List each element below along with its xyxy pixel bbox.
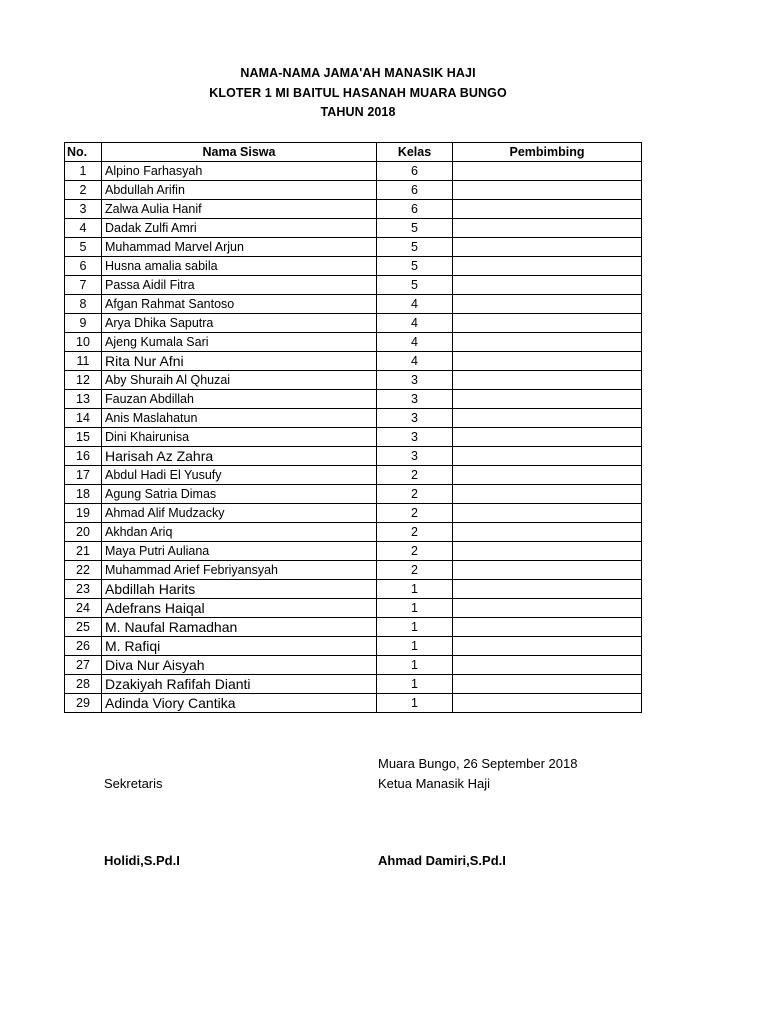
table-row (65, 675, 642, 694)
cell-nama-siswa: Husna amalia sabila (102, 257, 377, 276)
cell-kelas: 2 (377, 485, 453, 504)
cell-no: 17 (65, 466, 102, 485)
cell-pembimbing (453, 447, 642, 466)
chairman-role-label: Ketua Manasik Haji (378, 776, 490, 791)
cell-no: 6 (65, 257, 102, 276)
cell-nama-siswa: Adinda Viory Cantika (102, 694, 377, 713)
cell-pembimbing (453, 333, 642, 352)
cell-kelas: 2 (377, 466, 453, 485)
cell-no: 2 (65, 181, 102, 200)
cell-kelas: 3 (377, 447, 453, 466)
cell-no: 19 (65, 504, 102, 523)
cell-no: 10 (65, 333, 102, 352)
cell-pembimbing (453, 181, 642, 200)
cell-nama-siswa: Afgan Rahmat Santoso (102, 295, 377, 314)
cell-nama-siswa: Diva Nur Aisyah (102, 656, 377, 675)
cell-pembimbing (453, 200, 642, 219)
table-row (65, 656, 642, 675)
cell-pembimbing (453, 390, 642, 409)
cell-pembimbing (453, 295, 642, 314)
cell-nama-siswa: Passa Aidil Fitra (102, 276, 377, 295)
cell-nama-siswa: Akhdan Ariq (102, 523, 377, 542)
cell-no: 12 (65, 371, 102, 390)
table-row (65, 181, 642, 200)
cell-nama-siswa: Adefrans Haiqal (102, 599, 377, 618)
cell-kelas: 6 (377, 162, 453, 181)
cell-kelas: 1 (377, 675, 453, 694)
table-row (65, 599, 642, 618)
cell-pembimbing (453, 580, 642, 599)
cell-no: 28 (65, 675, 102, 694)
cell-nama-siswa: Fauzan Abdillah (102, 390, 377, 409)
cell-nama-siswa: Abdillah Harits (102, 580, 377, 599)
cell-nama-siswa: M. Naufal Ramadhan (102, 618, 377, 637)
cell-no: 14 (65, 409, 102, 428)
table-row (65, 276, 642, 295)
table-row (65, 447, 642, 466)
cell-no: 8 (65, 295, 102, 314)
document-title-line-3: TAHUN 2018 (320, 105, 396, 119)
table-row (65, 390, 642, 409)
table-row (65, 542, 642, 561)
table-row (65, 295, 642, 314)
table-row (65, 238, 642, 257)
cell-pembimbing (453, 618, 642, 637)
cell-pembimbing (453, 428, 642, 447)
cell-nama-siswa: Aby Shuraih Al Qhuzai (102, 371, 377, 390)
cell-kelas: 1 (377, 618, 453, 637)
cell-kelas: 3 (377, 371, 453, 390)
cell-pembimbing (453, 219, 642, 238)
cell-pembimbing (453, 257, 642, 276)
cell-pembimbing (453, 352, 642, 371)
cell-kelas: 2 (377, 542, 453, 561)
cell-kelas: 5 (377, 276, 453, 295)
table-row (65, 523, 642, 542)
cell-no: 9 (65, 314, 102, 333)
cell-nama-siswa: Rita Nur Afni (102, 352, 377, 371)
cell-pembimbing (453, 238, 642, 257)
roster-table (64, 142, 642, 713)
cell-kelas: 3 (377, 390, 453, 409)
column-header-no: No. (65, 143, 102, 162)
cell-no: 18 (65, 485, 102, 504)
table-row (65, 352, 642, 371)
column-header-pembimbing: Pembimbing (453, 143, 642, 162)
cell-nama-siswa: Alpino Farhasyah (102, 162, 377, 181)
table-header-row (65, 143, 642, 162)
cell-no: 21 (65, 542, 102, 561)
cell-no: 16 (65, 447, 102, 466)
cell-nama-siswa: Zalwa Aulia Hanif (102, 200, 377, 219)
cell-no: 15 (65, 428, 102, 447)
place-and-date: Muara Bungo, 26 September 2018 (378, 756, 578, 771)
table-row (65, 580, 642, 599)
cell-kelas: 3 (377, 409, 453, 428)
cell-nama-siswa: Anis Maslahatun (102, 409, 377, 428)
cell-no: 24 (65, 599, 102, 618)
cell-pembimbing (453, 561, 642, 580)
cell-kelas: 5 (377, 219, 453, 238)
table-row (65, 504, 642, 523)
cell-kelas: 3 (377, 428, 453, 447)
cell-nama-siswa: Dini Khairunisa (102, 428, 377, 447)
cell-pembimbing (453, 542, 642, 561)
cell-kelas: 1 (377, 694, 453, 713)
cell-kelas: 1 (377, 599, 453, 618)
table-row (65, 333, 642, 352)
cell-nama-siswa: M. Rafiqi (102, 637, 377, 656)
document-title-line-2: KLOTER 1 MI BAITUL HASANAH MUARA BUNGO (209, 86, 507, 100)
table-row (65, 409, 642, 428)
cell-pembimbing (453, 485, 642, 504)
table-row (65, 618, 642, 637)
cell-nama-siswa: Abdul Hadi El Yusufy (102, 466, 377, 485)
cell-kelas: 2 (377, 504, 453, 523)
table-row (65, 485, 642, 504)
cell-pembimbing (453, 637, 642, 656)
table-row (65, 314, 642, 333)
chairman-name: Ahmad Damiri,S.Pd.I (378, 853, 506, 868)
cell-nama-siswa: Dzakiyah Rafifah Dianti (102, 675, 377, 694)
cell-nama-siswa: Ajeng Kumala Sari (102, 333, 377, 352)
cell-nama-siswa: Harisah Az Zahra (102, 447, 377, 466)
cell-kelas: 4 (377, 333, 453, 352)
cell-kelas: 4 (377, 314, 453, 333)
cell-pembimbing (453, 162, 642, 181)
cell-pembimbing (453, 504, 642, 523)
cell-nama-siswa: Abdullah Arifin (102, 181, 377, 200)
table-row (65, 162, 642, 181)
table-row (65, 694, 642, 713)
table-row (65, 257, 642, 276)
cell-kelas: 5 (377, 238, 453, 257)
cell-kelas: 4 (377, 352, 453, 371)
secretary-role-label: Sekretaris (104, 776, 163, 791)
cell-kelas: 1 (377, 656, 453, 675)
cell-kelas: 1 (377, 580, 453, 599)
cell-no: 1 (65, 162, 102, 181)
cell-pembimbing (453, 656, 642, 675)
cell-pembimbing (453, 523, 642, 542)
cell-kelas: 2 (377, 561, 453, 580)
secretary-name: Holidi,S.Pd.I (104, 853, 180, 868)
cell-no: 7 (65, 276, 102, 295)
cell-pembimbing (453, 675, 642, 694)
cell-no: 22 (65, 561, 102, 580)
cell-nama-siswa: Agung Satria Dimas (102, 485, 377, 504)
cell-no: 5 (65, 238, 102, 257)
column-header-kelas: Kelas (377, 143, 453, 162)
table-row (65, 219, 642, 238)
table-row (65, 428, 642, 447)
cell-kelas: 6 (377, 181, 453, 200)
cell-pembimbing (453, 371, 642, 390)
cell-kelas: 1 (377, 637, 453, 656)
cell-pembimbing (453, 466, 642, 485)
cell-pembimbing (453, 314, 642, 333)
table-row (65, 637, 642, 656)
cell-no: 20 (65, 523, 102, 542)
table-row (65, 371, 642, 390)
cell-no: 25 (65, 618, 102, 637)
cell-no: 27 (65, 656, 102, 675)
cell-no: 23 (65, 580, 102, 599)
cell-pembimbing (453, 599, 642, 618)
cell-nama-siswa: Arya Dhika Saputra (102, 314, 377, 333)
cell-kelas: 2 (377, 523, 453, 542)
cell-no: 11 (65, 352, 102, 371)
cell-kelas: 6 (377, 200, 453, 219)
cell-kelas: 4 (377, 295, 453, 314)
cell-no: 29 (65, 694, 102, 713)
cell-pembimbing (453, 276, 642, 295)
table-row (65, 561, 642, 580)
cell-no: 4 (65, 219, 102, 238)
cell-nama-siswa: Ahmad Alif Mudzacky (102, 504, 377, 523)
cell-nama-siswa: Maya Putri Auliana (102, 542, 377, 561)
cell-pembimbing (453, 694, 642, 713)
cell-no: 13 (65, 390, 102, 409)
cell-nama-siswa: Dadak Zulfi Amri (102, 219, 377, 238)
cell-no: 26 (65, 637, 102, 656)
cell-pembimbing (453, 409, 642, 428)
cell-nama-siswa: Muhammad Marvel Arjun (102, 238, 377, 257)
document-title-line-1: NAMA-NAMA JAMA'AH MANASIK HAJI (240, 66, 476, 80)
column-header-nama-siswa: Nama Siswa (102, 143, 377, 162)
cell-no: 3 (65, 200, 102, 219)
cell-kelas: 5 (377, 257, 453, 276)
roster-body (65, 162, 642, 713)
table-row (65, 466, 642, 485)
table-row (65, 200, 642, 219)
cell-nama-siswa: Muhammad Arief Febriyansyah (102, 561, 377, 580)
